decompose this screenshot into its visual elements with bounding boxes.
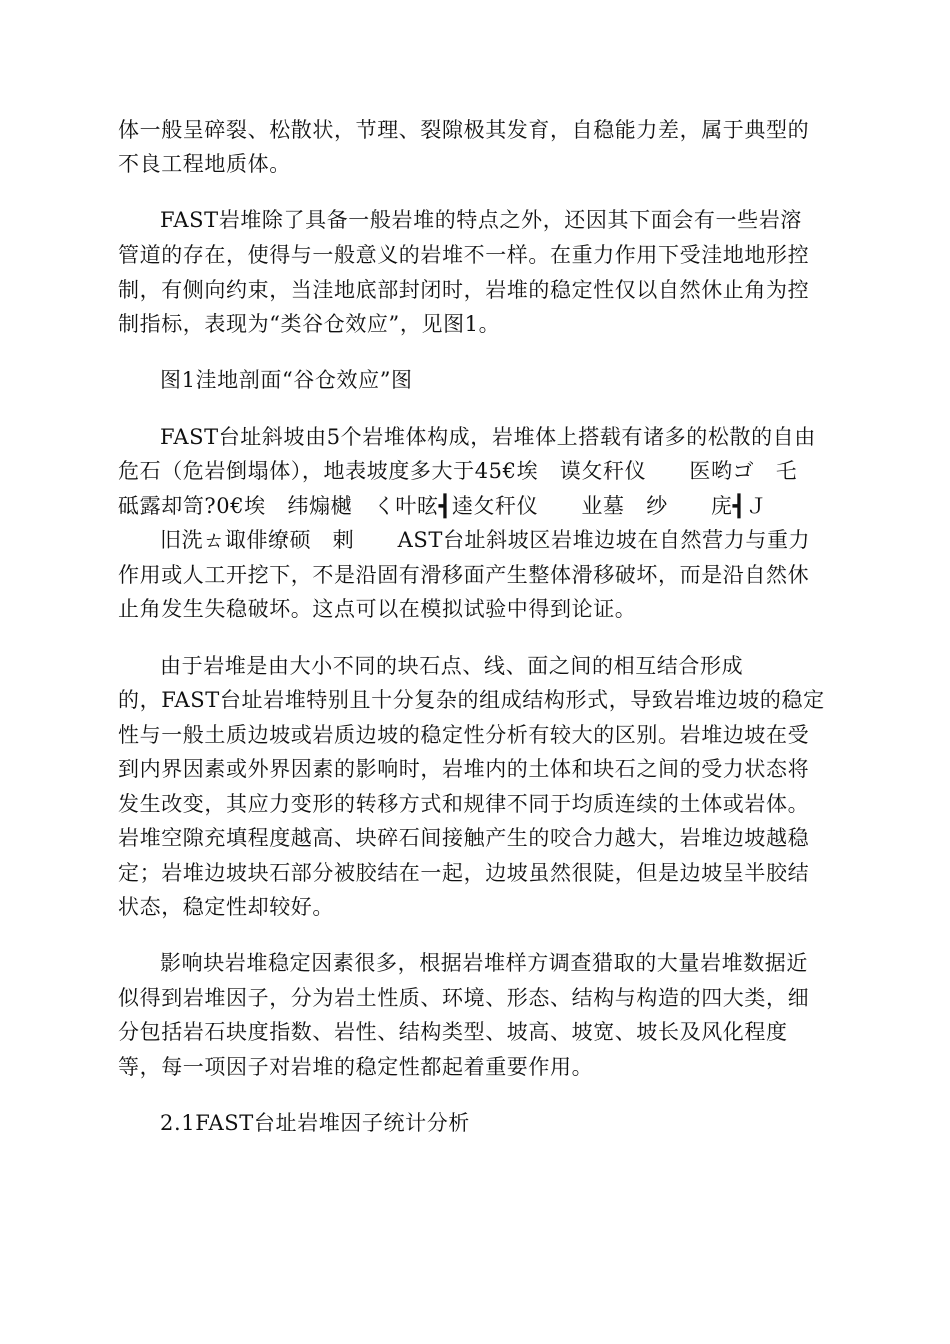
text-line: 止角发生失稳破坏。这点可以在模拟试验中得到论证。 bbox=[118, 597, 637, 621]
text-line: 状态，稳定性却较好。 bbox=[118, 895, 334, 919]
text-line: 定；岩堆边坡块石部分被胶结在一起，边坡虽然很陡，但是边坡呈半胶结 bbox=[118, 861, 810, 885]
text-line: 分包括岩石块度指数、岩性、结构类型、坡高、坡宽、坡长及风化程度 bbox=[118, 1020, 788, 1044]
text-line: 由于岩堆是由大小不同的块石点、线、面之间的相互结合形成 bbox=[160, 654, 744, 678]
text-line: 体一般呈碎裂、松散状，节理、裂隙极其发育，自稳能力差，属于典型的 bbox=[118, 118, 810, 142]
text-line: 不良工程地质体。 bbox=[118, 152, 291, 176]
text-line: 影响块岩堆稳定因素很多，根据岩堆样方调查猎取的大量岩堆数据近 bbox=[160, 951, 808, 975]
text-line: 旧洗ㄊ诹俳缭硕 剌 AST台址斜坡区岩堆边坡在自然营力与重力 bbox=[160, 528, 811, 552]
text-line: FAST岩堆除了具备一般岩堆的特点之外，还因其下面会有一些岩溶 bbox=[160, 208, 802, 232]
text-line: 的，FAST台址岩堆特别且十分复杂的组成结构形式，导致岩堆边坡的稳定 bbox=[118, 688, 825, 712]
text-line: 危石（危岩倒塌体），地表坡度多大于45€埃 谟攵秆仪 医哟ゴ 乇 bbox=[118, 459, 798, 483]
text-line: 到内界因素或外界因素的影响时，岩堆内的土体和块石之间的受力状态将 bbox=[118, 757, 810, 781]
text-line: 性与一般土质边坡或岩质边坡的稳定性分析有较大的区别。岩堆边坡在受 bbox=[118, 723, 810, 747]
section-heading: 2.1FAST台址岩堆因子统计分析 bbox=[160, 1111, 470, 1135]
text-line: 制，有侧向约束，当洼地底部封闭时，岩堆的稳定性仅以自然休止角为控 bbox=[118, 278, 810, 302]
text-line: 作用或人工开挖下，不是沿固有滑移面产生整体滑移破坏，而是沿自然休 bbox=[118, 563, 810, 587]
text-line: 岩堆空隙充填程度越高、块碎石间接触产生的咬合力越大，岩堆边坡越稳 bbox=[118, 826, 810, 850]
text-line: 砥露却笥?0€埃 纬煽樾 く叶昡┫逵攵秆仪 业墓 纱 庑┫Ｊ bbox=[118, 494, 768, 518]
text-line: 管道的存在，使得与一般意义的岩堆不一样。在重力作用下受洼地地形控 bbox=[118, 243, 810, 267]
text-line: 似得到岩堆因子，分为岩土性质、环境、形态、结构与构造的四大类，细 bbox=[118, 986, 810, 1010]
text-line: 发生改变，其应力变形的转移方式和规律不同于均质连续的土体或岩体。 bbox=[118, 792, 810, 816]
figure-caption: 图1洼地剖面“谷仓效应”图 bbox=[160, 368, 413, 392]
text-line: 等，每一项因子对岩堆的稳定性都起着重要作用。 bbox=[118, 1055, 594, 1079]
text-line: 制指标，表现为“类谷仓效应”，见图1。 bbox=[118, 312, 501, 336]
text-line: FAST台址斜坡由5个岩堆体构成，岩堆体上搭载有诸多的松散的自由 bbox=[160, 425, 816, 449]
